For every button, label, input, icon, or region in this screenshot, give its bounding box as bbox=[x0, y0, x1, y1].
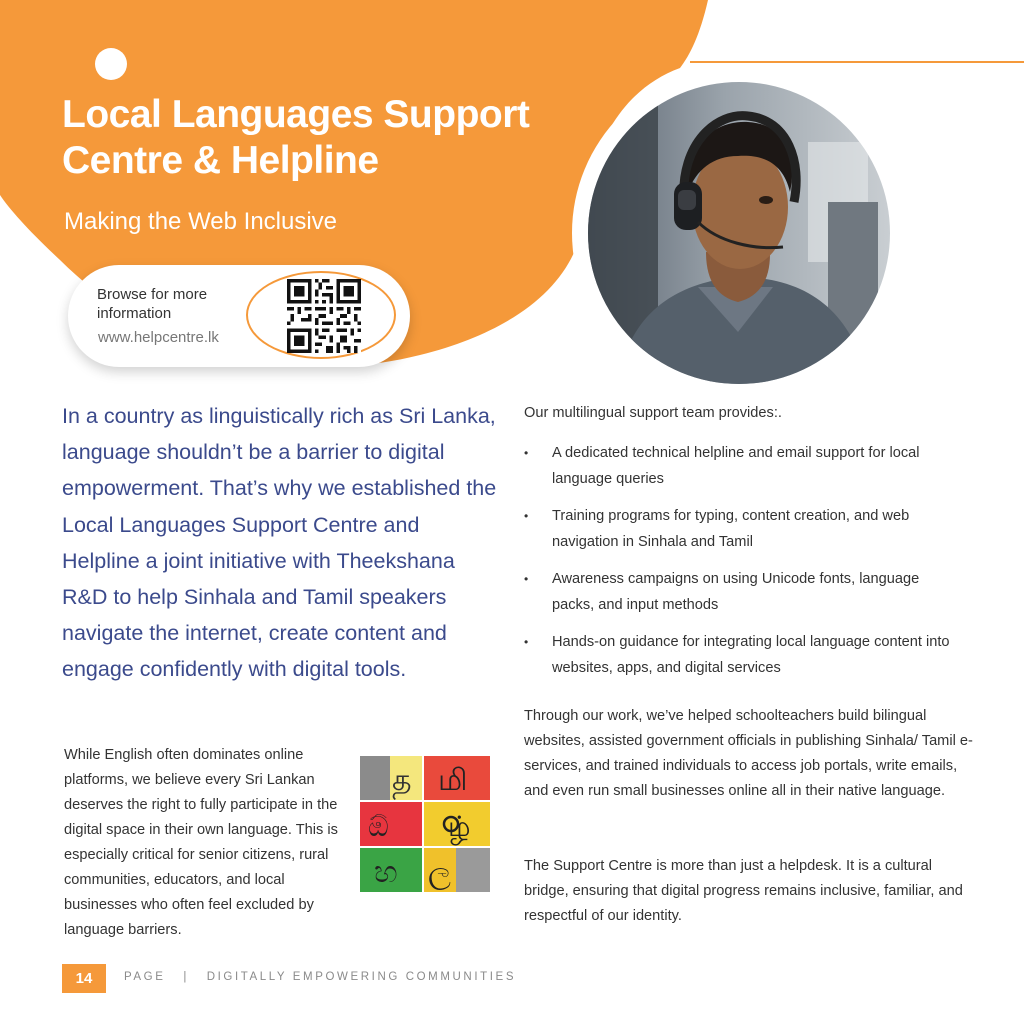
helpline-agent-photo bbox=[588, 82, 890, 384]
photo-frame bbox=[572, 66, 906, 400]
footer-tagline-text: DIGITALLY EMPOWERING COMMUNITIES bbox=[206, 971, 517, 983]
list-item-text: A dedicated technical helpline and email support for local language queries bbox=[552, 445, 920, 487]
list-item bbox=[524, 566, 964, 618]
list-item-text: Hands-on guidance for integrating local language content into websites, apps, and digital services bbox=[552, 634, 950, 676]
services-intro: Our multilingual support team provides:. bbox=[524, 405, 782, 421]
footer-tagline bbox=[124, 971, 528, 983]
tile-glyph-3: ඕ bbox=[368, 811, 389, 842]
lead-paragraph: In a country as linguistically rich as Sri Lanka, language shouldn’t be a barrier to digital empowerment. That’s why we established the Local Languages Support Centre and Helpline a joint initiative with Theekshana R&D to help Sinhala and Tamil speakers navigate the internet, create content and engage confidently with digital tools. bbox=[62, 404, 497, 682]
list-item bbox=[524, 629, 964, 681]
tile-glyph-5: හ bbox=[374, 856, 398, 889]
bullet-icon: • bbox=[524, 509, 529, 523]
qr-code-icon[interactable] bbox=[287, 279, 361, 353]
decorative-dot bbox=[95, 48, 127, 80]
title-line-1: Local Languages Support bbox=[62, 93, 530, 136]
browse-text: Browse for more information bbox=[97, 286, 208, 322]
list-item bbox=[524, 440, 964, 492]
page-number: 14 bbox=[62, 964, 106, 993]
bullet-icon: • bbox=[524, 446, 529, 460]
bullet-icon: • bbox=[524, 635, 529, 649]
tile-glyph-2: மி bbox=[438, 764, 468, 797]
bullet-icon: • bbox=[524, 572, 529, 586]
footer-page-label: PAGE bbox=[124, 971, 166, 983]
title-line-2: Centre & Helpline bbox=[62, 139, 379, 183]
tile-glyph-1: த bbox=[392, 764, 412, 797]
tile-glyph-4: ழ் bbox=[448, 811, 471, 842]
closing-paragraph: The Support Centre is more than just a helpdesk. It is a cultural bridge, ensuring that digital progress remains inclusive, familiar, and respectful of our identity. bbox=[524, 858, 963, 924]
script-tiles-artwork bbox=[360, 756, 490, 892]
tile-glyph-6: ල bbox=[428, 856, 451, 889]
list-item-text: Training programs for typing, content creation, and web navigation in Sinhala and Tamil bbox=[552, 508, 910, 550]
info-box bbox=[68, 265, 410, 367]
left-body-paragraph: While English often dominates online platforms, we believe every Sri Lankan deserves the right to fully participate in the digital space in their own language. This is especially critical for senior citizens, rural communities, educators, and local businesses who often feel excluded by language barriers. bbox=[64, 747, 338, 938]
footer-separator: | bbox=[183, 971, 189, 983]
list-item bbox=[524, 503, 964, 555]
impact-paragraph: Through our work, we’ve helped schoolteachers build bilingual websites, assisted government officials in publishing Sinhala/ Tamil e-services, and trained individuals to access job portals, write emails, and even run small businesses online all in their native language. bbox=[524, 708, 973, 799]
list-item-text: Awareness campaigns on using Unicode fonts, language packs, and input methods bbox=[552, 571, 920, 613]
services-list bbox=[524, 440, 964, 692]
page-subtitle: Making the Web Inclusive bbox=[64, 208, 338, 235]
page-title bbox=[62, 92, 529, 184]
website-link[interactable]: www.helpcentre.lk bbox=[98, 329, 219, 346]
